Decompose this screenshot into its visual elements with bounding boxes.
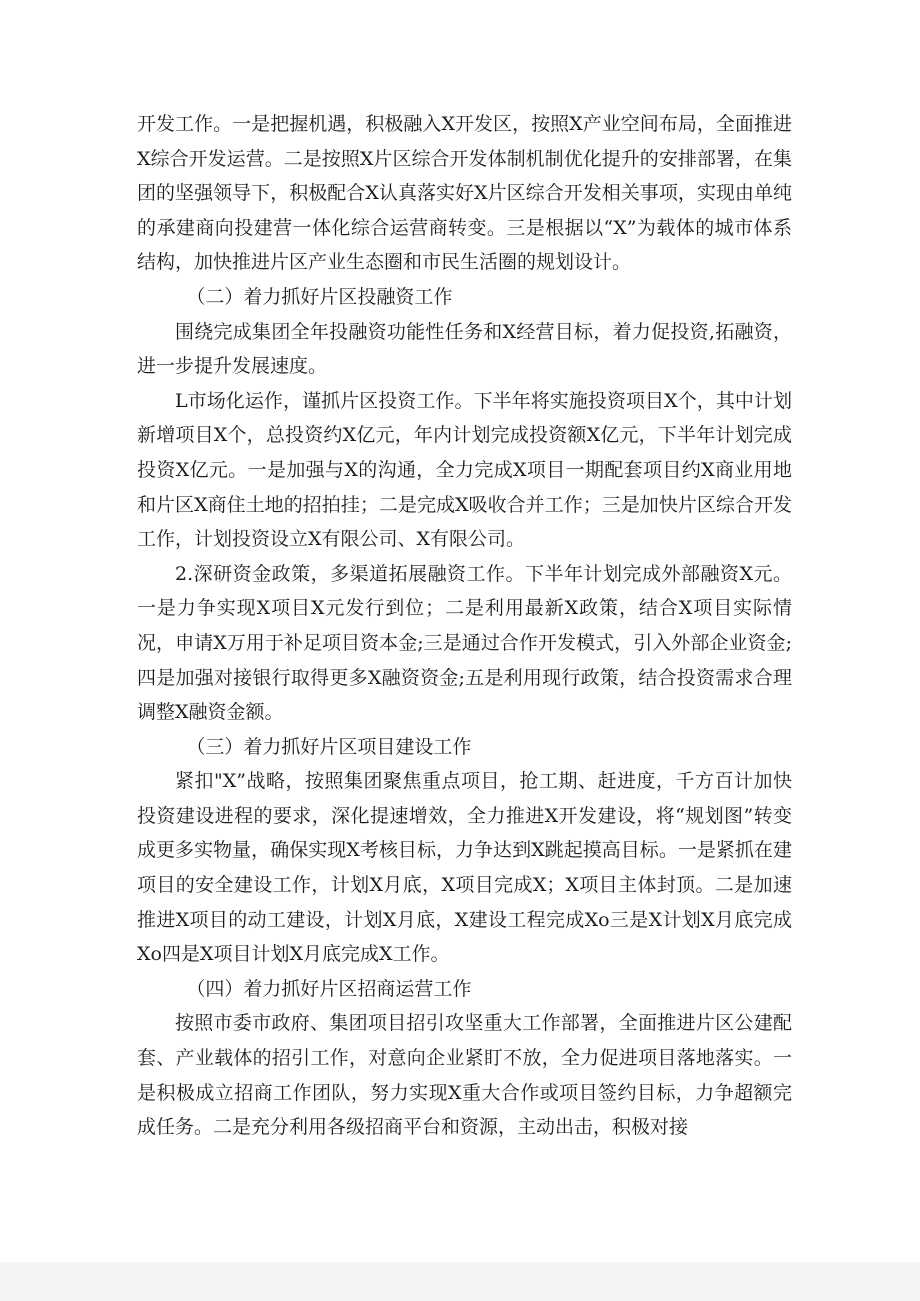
page-bottom-band (0, 1262, 920, 1301)
paragraph-investment-attraction: 按照市委市政府、集团项目招引攻坚重大工作部署，全面推进片区公建配套、产业载体的招引工作，对意向企业紧盯不放，全力促进项目落地落实。一是积极成立招商工作团队，努力实现X重大合作或项目签约目标，力争超额完成任务。二是充分利用各级招商平台和资源，主动出击，积极对接 (137, 1012, 792, 1139)
heading-investment-attraction: （四）着力抓好片区招商运营工作 (186, 977, 472, 1000)
paragraph-investment-intro: 围绕完成集团全年投融资功能性任务和X经营目标，着力促投资,拓融资，进一步提升发展速度。 (137, 320, 792, 378)
paragraph-financing-policy: 2.深研资金政策，多渠道拓展融资工作。下半年计划完成外部融资X元。一是力争实现X项目X元发行到位；二是利用最新X政策，结合X项目实际情况，申请X万用于补足项目资本金;三是通过合作开发模式，引入外部企业资金;四是加强对接银行取得更多X融资资金;五是利用现行政策，结合投资需求合理调整X融资金额。 (137, 562, 792, 724)
paragraph-project-construction: 紧扣"X”战略，按照集团聚焦重点项目，抢工期、赶进度，千方百计加快投资建设进程的要求，深化提速增效，全力推进X开发建设，将“规划图”转变成更多实物量，确保实现X考核目标，力争达到X跳起摸高目标。一是紧抓在建项目的安全建设工作，计划X月底，X项目完成X；X项目主体封顶。二是加速推进X项目的动工建设，计划X月底，X建设工程完成Xo三是X计划X月底完成Xo四是X项目计划X月底完成X工作。 (137, 770, 792, 966)
document-body (137, 107, 792, 1145)
paragraph-market-operation: L市场化运作，谨抓片区投资工作。下半年将实施投资项目X个，其中计划新增项目X个，总投资约X亿元，年内计划完成投资额X亿元，下半年计划完成投资X亿元。一是加强与X的沟通，全力完成X项目一期配套项目约X商业用地和片区X商住土地的招拍挂；二是完成X吸收合并工作；三是加快片区综合开发工作，计划投资设立X有限公司、X有限公司。 (137, 389, 792, 551)
heading-investment-financing: （二）着力抓好片区投融资工作 (186, 285, 453, 308)
paragraph-development-work: 开发工作。一是把握机遇，积极融入X开发区，按照X产业空间布局，全面推进X综合开发运营。二是按照X片区综合开发体制机制优化提升的安排部署，在集团的坚强领导下，积极配合X认真落实好X片区综合开发相关事项，实现由单纯的承建商向投建营一体化综合运营商转变。三是根据以“X”为载体的城市体系结构，加快推进片区产业生态圈和市民生活圈的规划设计。 (137, 113, 792, 274)
heading-project-construction: （三）着力抓好片区项目建设工作 (186, 735, 472, 758)
